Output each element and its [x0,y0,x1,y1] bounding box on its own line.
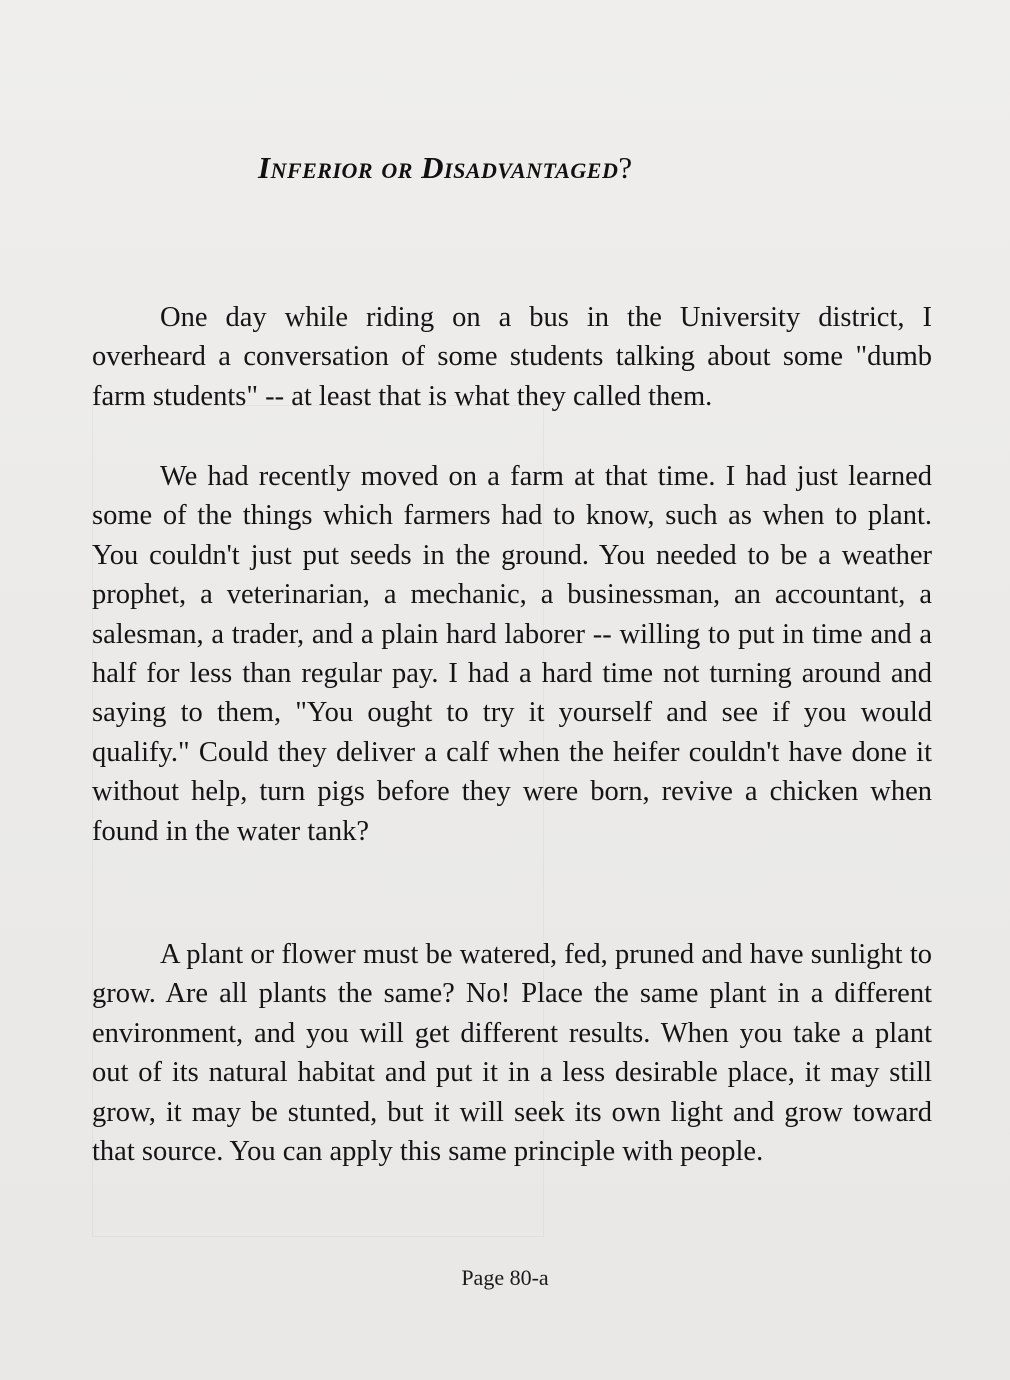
title-question-mark: ? [618,150,633,185]
page-title [258,150,633,186]
page-number: Page 80-a [461,1265,549,1290]
paragraph-3: A plant or flower must be watered, fed, pruned and have sunlight to grow. Are all plants the same? No! Place the same plant in a different environment, and you will get different results. When you take a plant out of its natural habitat and put it in a less desirable place, it may still grow, it may be stunted, but it will seek its own light and grow toward that source. You can apply this same principle with people. [92,939,932,1168]
paragraph-1: One day while riding on a bus in the University district, I overheard a conversation of some students talking about some "dumb farm students" -- at least that is what they called them. [92,302,932,412]
title-text: Inferior or Disadvantaged [258,150,619,185]
paragraph-2: We had recently moved on a farm at that time. I had just learned some of the things which farmers had to know, such as when to plant. You couldn't just put seeds in the ground. You needed to be a weather prophet, a veterinarian, a mechanic, a businessman, an accountant, a salesman, a trader, and a plain hard laborer -- willing to put in time and a half for less than regular pay. I had a hard time not turning around and saying to them, "You ought to try it yourself and see if you would qualify." Could they deliver a calf when the heifer couldn't have done it without help, turn pigs before they were born, revive a chicken when found in the water tank? [92,461,932,847]
